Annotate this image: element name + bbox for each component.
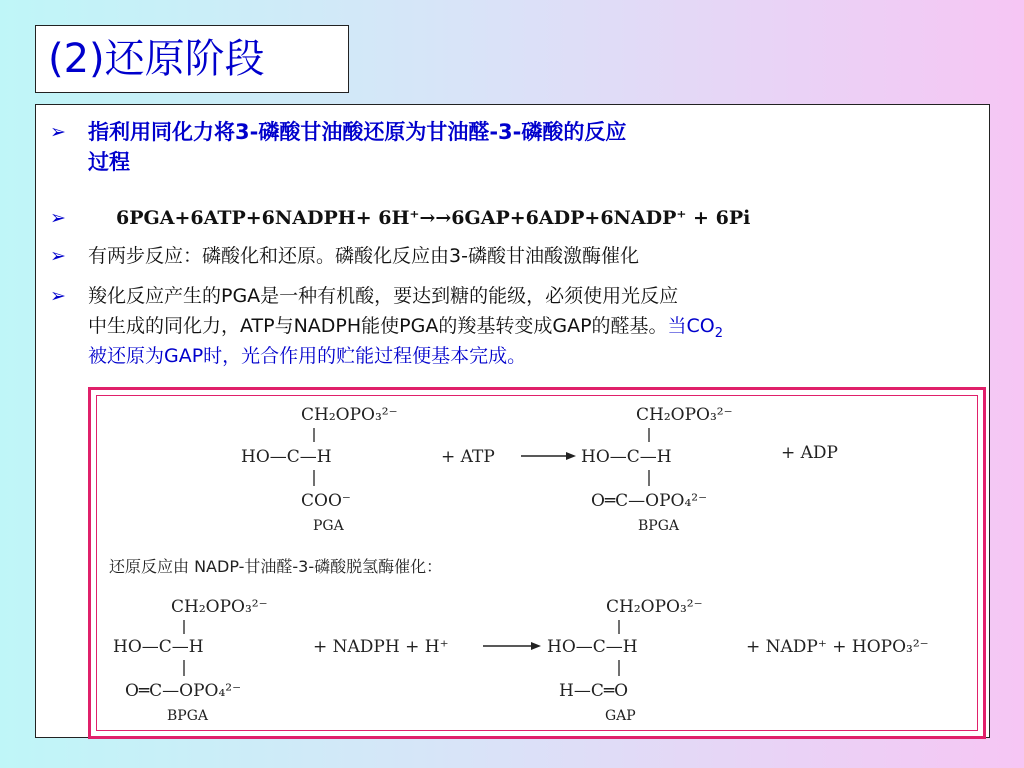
bpga2-mid: HO—C—H [113,637,204,657]
bullet-arrow-icon: ➢ [50,245,66,267]
page-title: (2)还原阶段 [35,25,349,93]
bullet-4-line-1: 羧化反应产生的PGA是一种有机酸，要达到糖的能级，必须使用光反应 [88,285,679,307]
pga-top: CH₂OPO₃²⁻ [301,405,398,425]
bullet-1-line-1: 指利用同化力将3-磷酸甘油酸还原为甘油醛-3-磷酸的反应 [88,120,627,144]
plus-atp: + ATP [441,447,495,467]
pga-label: PGA [313,518,344,534]
bullet-4-line-2-text: 中生成的同化力，ATP与NADPH能使PGA的羧基转变成GAP的醛基。 [88,315,668,337]
bullet-arrow-icon: ➢ [50,207,66,229]
overall-equation: 6PGA+6ATP+6NADPH+ 6H⁺→→6GAP+6ADP+6NADP⁺ + 6Pi [116,207,751,229]
reaction-scheme-svg [91,390,983,736]
bpga2-bottom: O═C—OPO₄²⁻ [125,681,242,701]
pga-bottom: COO⁻ [301,491,351,511]
bullet-3-text: 有两步反应：磷酸化和还原。磷酸化反应由3-磷酸甘油酸激酶催化 [88,245,639,267]
content-panel [35,104,990,738]
gap-mid: HO—C—H [547,637,638,657]
co2-highlight: 当CO [667,315,715,337]
reaction-scheme-figure [88,387,986,739]
bpga-mid: HO—C—H [581,447,672,467]
gap-bottom: H—C═O [559,681,629,701]
pga-mid: HO—C—H [241,447,332,467]
bpga2-label: BPGA [167,708,209,724]
bullet-arrow-icon: ➢ [50,285,66,307]
bullet-arrow-icon: ➢ [50,121,66,143]
bpga-top: CH₂OPO₃²⁻ [636,405,733,425]
bullet-1-line-2: 过程 [88,150,130,174]
gap-label: GAP [605,708,636,724]
bpga2-top: CH₂OPO₃²⁻ [171,597,268,617]
gap-top: CH₂OPO₃²⁻ [606,597,703,617]
scheme-caption: 还原反应由 NADP-甘油醛-3-磷酸脱氢酶催化： [109,557,443,576]
reaction2-products: + NADP⁺ + HOPO₃²⁻ [746,637,929,657]
plus-nadph: + NADPH + H⁺ [313,637,449,657]
bpga-bottom: O═C—OPO₄²⁻ [591,491,708,511]
plus-adp: + ADP [781,443,838,463]
bpga-label: BPGA [638,518,680,534]
co2-subscript: 2 [714,325,724,341]
bullet-4-line-3: 被还原为GAP时，光合作用的贮能过程便基本完成。 [88,345,527,367]
